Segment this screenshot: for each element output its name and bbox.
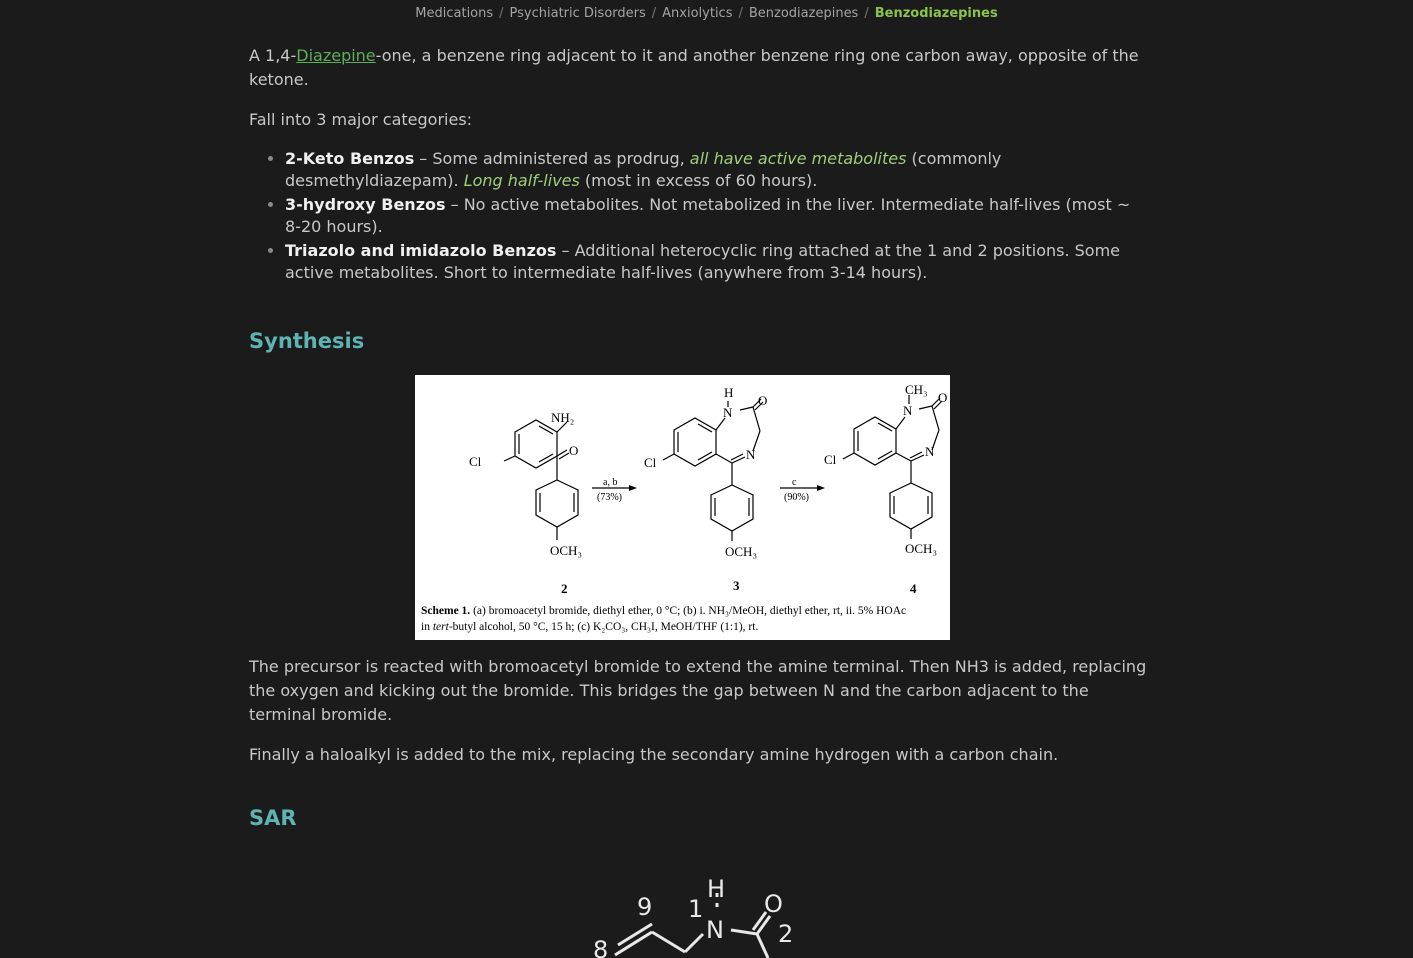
intro-text-2: -one, a benzene ring adjacent to it and another benzene ring one carbon away, opposite of the ketone. [249,46,1139,89]
compound-2-structure [504,420,578,540]
category-text: (commonly desmethyldiazepam). [285,149,1002,190]
sar-position-2: 2 [778,920,794,948]
label-och3-4: OCH₃ [905,541,937,556]
arrow-1-yield: (73%) [597,492,622,503]
label-och3-3: OCH₃ [725,544,757,559]
category-title: Triazolo and imidazolo Benzos [285,241,557,260]
diazepine-link[interactable]: Diazepine [296,46,376,65]
categories-list [249,148,1149,284]
category-text: – Additional heterocyclic ring attached at the 1 and 2 positions. Some active metabolites. Short to intermediate half-lives (anywhere from 3-14 hours). [285,241,1121,282]
compound-4-structure [843,395,942,539]
sar-position-9: 9 [637,893,653,921]
breadcrumb-anxiolytics[interactable]: Anxiolytics [662,6,733,21]
synthesis-paragraph-1: The precursor is reacted with bromoacetyl bromide to extend the amine terminal. Then NH3 is added, replacing the oxygen and kicking out the bromide. This bridges the gap between N and the carbon adjacent to the terminal bromide. [249,657,1147,724]
synthesis-paragraph-2: Finally a haloalkyl is added to the mix, replacing the secondary amine hydrogen with a carbon chain. [249,745,1059,764]
breadcrumb-separator: / [651,6,657,21]
emphasis-long-half-lives: Long half-lives [463,171,580,190]
sar-position-8: 8 [593,936,609,958]
label-och3: OCH₃ [550,543,582,558]
scheme-caption-line-2: in tert-butyl alcohol, 50 °C, 15 h; (c) K₂CO₃, CH₃I, MeOH/THF (1:1), rt. [421,621,759,633]
label-h-3: H [724,385,734,400]
breadcrumb-separator: / [864,6,869,21]
sar-heading: SAR [249,806,297,830]
label-o-3: O [758,393,768,408]
label-n4-4: N [925,444,935,459]
sar-label-h: H [707,875,726,903]
label-cl-4: Cl [824,452,837,467]
sar-position-1: 1 [688,895,704,923]
category-title: 2-Keto Benzos [285,149,415,168]
breadcrumb-medications[interactable]: Medications [415,6,494,21]
list-item-2-keto [285,148,1149,192]
intro-paragraph [249,44,1149,92]
sar-label-n: N [706,916,724,944]
arrow-2-yield: (90%) [784,492,809,503]
sar-structure-image [560,870,820,958]
label-n4-3: N [746,447,756,462]
compound-3-structure [663,399,763,541]
synthesis-explanation [249,655,1149,783]
compound-3-number: 3 [733,578,740,593]
sar-label-o: O [764,890,783,918]
label-o-4: O [938,390,948,405]
categories-intro: Fall into 3 major categories: [249,110,473,129]
category-text: – No active metabolites. Not metabolized in the liver. Intermediate half-lives (most ~ 8-20 hours). [285,195,1131,236]
synthesis-scheme-image [415,375,950,640]
label-cl: Cl [469,454,482,469]
label-o: O [569,443,579,458]
category-text: – Some administered as prodrug, [414,149,690,168]
category-title: 3-hydroxy Benzos [285,195,446,214]
compound-4-number: 4 [910,581,917,596]
synthesis-heading: Synthesis [249,329,365,353]
breadcrumb-current: Benzodiazepines [874,6,998,21]
breadcrumb-separator: / [499,6,504,21]
breadcrumb [0,6,1413,21]
list-item-3-hydroxy [285,194,1149,238]
label-nh2: NH₂ [551,410,575,425]
category-text: (most in excess of 60 hours). [579,171,818,190]
intro-text-1: A 1,4- [249,46,297,65]
label-cl-3: Cl [644,455,657,470]
label-ch3-4: CH₃ [905,382,928,397]
list-item-triazolo [285,240,1149,284]
label-n1-4: N [903,403,913,418]
breadcrumb-benzodiazepines[interactable]: Benzodiazepines [748,6,859,21]
scheme-caption-line-1: Scheme 1. (a) bromoacetyl bromide, diethyl ether, 0 °C; (b) i. NH₃/MeOH, diethyl ether, rt, ii. 5% HOAc [421,605,907,617]
emphasis-active-metabolites: all have active metabolites [689,149,907,168]
breadcrumb-separator: / [738,6,743,21]
label-n1-3: N [723,405,733,420]
arrow-1-reagents: a, b [603,477,618,488]
note-content [249,44,1149,300]
arrow-2-reagents: c [792,477,797,488]
compound-2-number: 2 [561,581,568,596]
breadcrumb-psychiatric-disorders[interactable]: Psychiatric Disorders [509,6,646,21]
